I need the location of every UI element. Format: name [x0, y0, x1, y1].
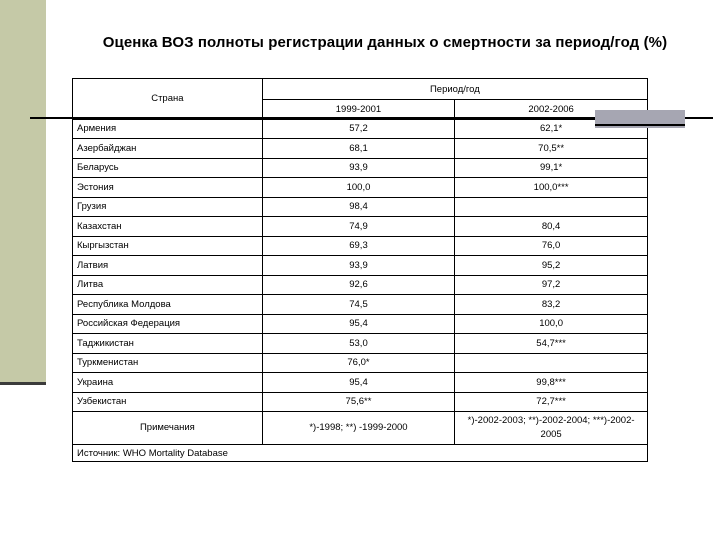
header-col-1999-2001: 1999-2001 [262, 100, 454, 120]
header-country: Страна [73, 79, 263, 120]
value-2002-2006-cell: 70,5** [455, 139, 648, 159]
value-2002-2006-cell: 83,2 [455, 295, 648, 315]
value-1999-2001-cell: 100,0 [262, 178, 454, 198]
mortality-registration-table [72, 78, 648, 462]
value-1999-2001-cell: 76,0* [262, 353, 454, 373]
value-2002-2006-cell: 76,0 [455, 236, 648, 256]
notes-row [73, 412, 648, 445]
notes-1999-2001: *)-1998; **) -1999-2000 [262, 412, 454, 445]
value-1999-2001-cell: 74,9 [262, 217, 454, 237]
country-cell: Казахстан [73, 217, 263, 237]
table-row [73, 334, 648, 354]
table-row [73, 275, 648, 295]
table-row [73, 178, 648, 198]
country-cell: Беларусь [73, 158, 263, 178]
value-1999-2001-cell: 95,4 [262, 373, 454, 393]
value-1999-2001-cell: 95,4 [262, 314, 454, 334]
value-2002-2006-cell [455, 353, 648, 373]
country-cell: Узбекистан [73, 392, 263, 412]
slide-sidebar-edge [0, 382, 46, 385]
country-cell: Азербайджан [73, 139, 263, 159]
table-row [73, 392, 648, 412]
country-cell: Туркменистан [73, 353, 263, 373]
table-row [73, 236, 648, 256]
country-cell: Армения [73, 119, 263, 139]
value-2002-2006-cell: 95,2 [455, 256, 648, 276]
value-2002-2006-cell: 99,8*** [455, 373, 648, 393]
header-period: Период/год [262, 79, 647, 100]
country-cell: Таджикистан [73, 334, 263, 354]
table-header-row [73, 79, 648, 100]
value-2002-2006-cell: 72,7*** [455, 392, 648, 412]
value-2002-2006-cell: 97,2 [455, 275, 648, 295]
source-note: Источник: WHO Mortality Database [73, 445, 648, 462]
source-row [73, 445, 648, 462]
table-row [73, 139, 648, 159]
slide-title: Оценка ВОЗ полноты регистрации данных о смертности за период/год (%) [102, 34, 668, 51]
country-cell: Эстония [73, 178, 263, 198]
table-row [73, 353, 648, 373]
country-cell: Украина [73, 373, 263, 393]
value-2002-2006-cell: 54,7*** [455, 334, 648, 354]
value-1999-2001-cell: 92,6 [262, 275, 454, 295]
notes-2002-2006: *)-2002-2003; **)-2002-2004; ***)-2002-2005 [455, 412, 648, 445]
value-1999-2001-cell: 93,9 [262, 256, 454, 276]
decorative-right-rule [595, 124, 685, 126]
table-row [73, 256, 648, 276]
value-1999-2001-cell: 74,5 [262, 295, 454, 315]
value-1999-2001-cell: 53,0 [262, 334, 454, 354]
table-row [73, 373, 648, 393]
country-cell: Кыргызстан [73, 236, 263, 256]
table-row [73, 217, 648, 237]
table-row [73, 119, 648, 139]
slide-sidebar-bar [0, 0, 46, 382]
value-1999-2001-cell: 93,9 [262, 158, 454, 178]
value-2002-2006-cell: 100,0 [455, 314, 648, 334]
notes-label: Примечания [73, 412, 263, 445]
value-1999-2001-cell: 68,1 [262, 139, 454, 159]
value-2002-2006-cell: 100,0*** [455, 178, 648, 198]
value-2002-2006-cell: 99,1* [455, 158, 648, 178]
header-col-2002-2006: 2002-2006 [455, 100, 648, 120]
value-2002-2006-cell: 62,1* [455, 119, 648, 139]
value-1999-2001-cell: 69,3 [262, 236, 454, 256]
country-cell: Латвия [73, 256, 263, 276]
table-row [73, 295, 648, 315]
value-1999-2001-cell: 75,6** [262, 392, 454, 412]
country-cell: Республика Молдова [73, 295, 263, 315]
value-1999-2001-cell: 57,2 [262, 119, 454, 139]
value-2002-2006-cell: 80,4 [455, 217, 648, 237]
country-cell: Грузия [73, 197, 263, 217]
country-cell: Литва [73, 275, 263, 295]
table-row [73, 197, 648, 217]
country-cell: Российская Федерация [73, 314, 263, 334]
value-2002-2006-cell [455, 197, 648, 217]
table-row [73, 158, 648, 178]
table-row [73, 314, 648, 334]
value-1999-2001-cell: 98,4 [262, 197, 454, 217]
